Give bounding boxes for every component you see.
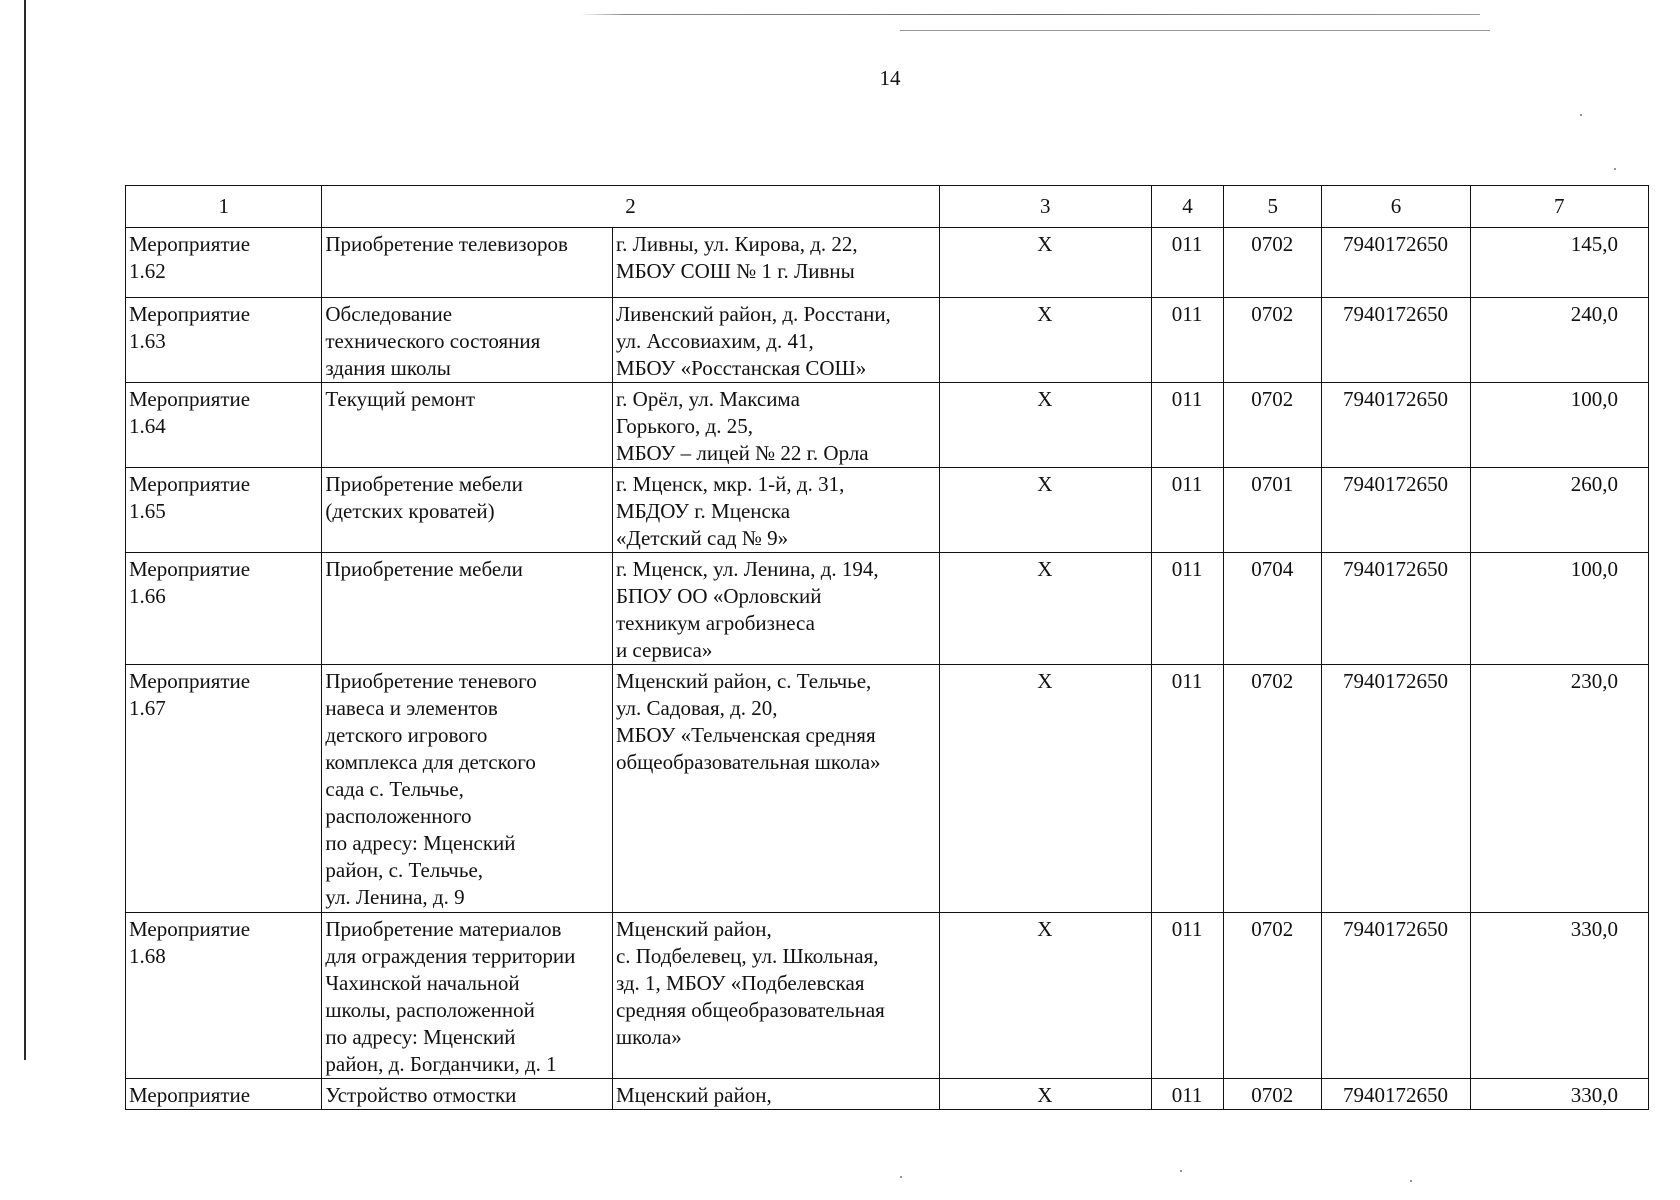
col4-cell: 011 (1151, 468, 1223, 553)
table-row (126, 553, 1649, 665)
col4-cell: 011 (1151, 298, 1223, 383)
col6-cell: 7940172650 (1322, 553, 1470, 665)
table-row (126, 665, 1649, 913)
col7-cell: 330,0 (1470, 1079, 1648, 1110)
col3-cell: Х (939, 468, 1151, 553)
address-cell: г. Орёл, ул. Максима Горького, д. 25, МБОУ – лицей № 22 г. Орла (612, 383, 939, 468)
col6-cell: 7940172650 (1322, 1079, 1470, 1110)
col7-cell: 145,0 (1470, 228, 1648, 298)
event-cell: Мероприятие 1.66 (126, 553, 322, 665)
address-cell: г. Мценск, мкр. 1-й, д. 31, МБДОУ г. Мценска «Детский сад № 9» (612, 468, 939, 553)
col5-cell: 0702 (1224, 228, 1322, 298)
address-cell: Ливенский район, д. Росстани, ул. Ассовиахим, д. 41, МБОУ «Росстанская СОШ» (612, 298, 939, 383)
col5-cell: 0702 (1224, 913, 1322, 1079)
event-cell: Мероприятие 1.63 (126, 298, 322, 383)
scan-speck (1580, 114, 1582, 116)
description-cell: Текущий ремонт (322, 383, 613, 468)
budget-table (125, 185, 1649, 1110)
col3-cell: Х (939, 228, 1151, 298)
col5-cell: 0702 (1224, 383, 1322, 468)
description-cell: Приобретение теневого навеса и элементов детского игрового комплекса для детского сада с. Тельчье, расположенного по адресу: Мценский район, с. Тельчье, ул. Ленина, д. 9 (322, 665, 613, 913)
scan-edge (24, 0, 26, 1060)
table-row (126, 383, 1649, 468)
col6-cell: 7940172650 (1322, 383, 1470, 468)
col3-cell: Х (939, 298, 1151, 383)
event-cell: Мероприятие 1.62 (126, 228, 322, 298)
col4-cell: 011 (1151, 228, 1223, 298)
column-header: 5 (1224, 186, 1322, 228)
event-cell: Мероприятие (126, 1079, 322, 1110)
col4-cell: 011 (1151, 383, 1223, 468)
address-cell: г. Ливны, ул. Кирова, д. 22, МБОУ СОШ № 1 г. Ливны (612, 228, 939, 298)
col6-cell: 7940172650 (1322, 468, 1470, 553)
col6-cell: 7940172650 (1322, 298, 1470, 383)
scan-speck (1180, 1170, 1182, 1172)
address-cell: г. Мценск, ул. Ленина, д. 194, БПОУ ОО «Орловский техникум агробизнеса и сервиса» (612, 553, 939, 665)
column-header: 6 (1322, 186, 1470, 228)
table-row (126, 228, 1649, 298)
col7-cell: 230,0 (1470, 665, 1648, 913)
scan-artifact-line (900, 30, 1490, 31)
col6-cell: 7940172650 (1322, 665, 1470, 913)
col5-cell: 0702 (1224, 298, 1322, 383)
description-cell: Приобретение телевизоров (322, 228, 613, 298)
event-cell: Мероприятие 1.68 (126, 913, 322, 1079)
col7-cell: 260,0 (1470, 468, 1648, 553)
address-cell: Мценский район, с. Тельчье, ул. Садовая, д. 20, МБОУ «Тельченская средняя общеобразовательная школа» (612, 665, 939, 913)
col4-cell: 011 (1151, 913, 1223, 1079)
col6-cell: 7940172650 (1322, 913, 1470, 1079)
col7-cell: 100,0 (1470, 383, 1648, 468)
page-number: 14 (879, 66, 901, 90)
col3-cell: Х (939, 553, 1151, 665)
table-row (126, 298, 1649, 383)
description-cell: Приобретение материалов для ограждения территории Чахинской начальной школы, расположенной по адресу: Мценский район, д. Богданчики, д. 1 (322, 913, 613, 1079)
col5-cell: 0704 (1224, 553, 1322, 665)
col4-cell: 011 (1151, 1079, 1223, 1110)
address-cell: Мценский район, (612, 1079, 939, 1110)
scan-artifact-line (580, 14, 1480, 15)
col7-cell: 100,0 (1470, 553, 1648, 665)
column-header: 7 (1470, 186, 1648, 228)
col3-cell: Х (939, 665, 1151, 913)
event-cell: Мероприятие 1.67 (126, 665, 322, 913)
col6-cell: 7940172650 (1322, 228, 1470, 298)
scan-speck (900, 1176, 902, 1178)
col4-cell: 011 (1151, 553, 1223, 665)
col5-cell: 0702 (1224, 665, 1322, 913)
column-header: 1 (126, 186, 322, 228)
scan-speck (1410, 1180, 1412, 1182)
description-cell: Приобретение мебели (детских кроватей) (322, 468, 613, 553)
event-cell: Мероприятие 1.64 (126, 383, 322, 468)
table-row (126, 1079, 1649, 1110)
header-row (126, 186, 1649, 228)
col4-cell: 011 (1151, 665, 1223, 913)
column-header: 4 (1151, 186, 1223, 228)
scan-speck (1614, 168, 1616, 170)
description-cell: Приобретение мебели (322, 553, 613, 665)
column-header: 2 (322, 186, 939, 228)
col3-cell: Х (939, 1079, 1151, 1110)
table-row (126, 468, 1649, 553)
col7-cell: 240,0 (1470, 298, 1648, 383)
event-cell: Мероприятие 1.65 (126, 468, 322, 553)
address-cell: Мценский район, с. Подбелевец, ул. Школьная, зд. 1, МБОУ «Подбелевская средняя общеобразовательная школа» (612, 913, 939, 1079)
col5-cell: 0701 (1224, 468, 1322, 553)
column-header: 3 (939, 186, 1151, 228)
col5-cell: 0702 (1224, 1079, 1322, 1110)
table-row (126, 913, 1649, 1079)
col3-cell: Х (939, 383, 1151, 468)
col7-cell: 330,0 (1470, 913, 1648, 1079)
description-cell: Обследование технического состояния здания школы (322, 298, 613, 383)
description-cell: Устройство отмостки (322, 1079, 613, 1110)
col3-cell: Х (939, 913, 1151, 1079)
